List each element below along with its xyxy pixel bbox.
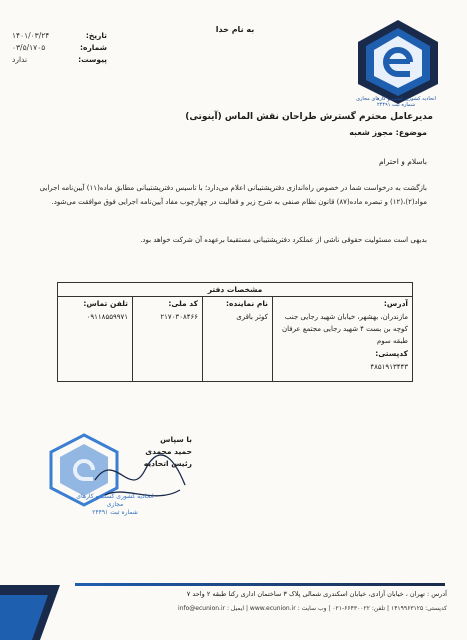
letter-meta	[12, 30, 107, 66]
stamp-text-line1: اتحادیه کشوری کسب و کارهای مجازی	[76, 493, 154, 508]
number-row	[12, 42, 107, 54]
postal-label: کدپستی:	[375, 349, 408, 358]
logo-caption-line1: اتحادیه کشوری کسب و کارهای مجازی	[356, 96, 436, 102]
union-logo	[352, 18, 444, 106]
table-title: مشخصات دفتر	[58, 283, 412, 297]
signature-thanks: با سپاس	[160, 435, 192, 444]
basmala: به نام خدا	[215, 25, 255, 34]
address-cell	[272, 297, 412, 382]
agent-value: کوثر باقری	[236, 313, 268, 321]
greeting: باسلام و احترام	[378, 157, 427, 166]
address-label: آدرس:	[383, 299, 408, 308]
footer-rule	[75, 583, 445, 586]
national-code-value: ۲۱۷۰۳۰۸۴۶۶	[160, 313, 198, 321]
agent-cell	[202, 297, 272, 382]
addressee: مدیرعامل محترم گسترش طراحان نقش الماس (آینوتی)	[185, 112, 433, 122]
responsibility-note: بدیهی است مسئولیت حقوقی ناشی از عملکرد دفترپشتیبانی مستقیما برعهده آن شرکت خواهد بود.	[140, 236, 427, 244]
phone-value: ۰۹۱۱۸۵۵۹۹۷۱	[86, 313, 128, 321]
phone-cell	[58, 297, 132, 382]
footer-contact: کدپستی: ۱۴۱۹۹۶۳۱۲۵ | تلفن: ۶۶۴۳۰۰۲۲-۰۲۱ | وب سایت : www.ecunion.ir | ایمیل : info@ecunion.ir	[178, 605, 447, 612]
stamp-text-line2: شماره ثبت ۲۴۴۹۱	[92, 509, 138, 516]
table-body	[58, 297, 412, 382]
logo-caption	[336, 96, 456, 108]
signature-block	[112, 434, 192, 470]
attachment-value: ندارد	[12, 55, 28, 64]
number-label: شماره:	[80, 43, 107, 52]
agent-label: نام نماینده:	[225, 299, 268, 308]
national-code-cell	[132, 297, 202, 382]
postal-value: ۴۸۵۱۹۱۳۴۴۳	[370, 363, 408, 371]
office-details-table	[57, 282, 413, 382]
logo-caption-line2: شماره ثبت ۲۴۴۹۱	[376, 102, 416, 108]
stamp-text	[70, 493, 160, 517]
subject: موضوع: مجوز شعبه	[349, 128, 427, 137]
number-value: ۰۳/۵/۱۷۰۵	[12, 43, 46, 52]
date-row	[12, 30, 107, 42]
footer-address: آدرس : تهران ، خیابان آزادی، خیابان اسکندری شمالی پلاک ۳ ساختمان اداری رکنا طبقه ۲ واحد ۷	[186, 590, 447, 598]
date-value: ۱۴۰۱/۰۳/۲۴	[12, 31, 50, 40]
phone-label: تلفن تماس:	[83, 299, 128, 308]
national-code-label: کد ملی:	[168, 299, 198, 308]
date-label: تاریخ:	[85, 31, 107, 40]
signatory-name: حمید محمدی	[145, 447, 192, 456]
attachment-label: پیوست:	[78, 55, 107, 64]
address-value: مازندران، بهشهر، خیابان شهید رجایی جنب کوچه بن بست ۴ شهید رجایی مجتمع عرفان طبقه سوم	[281, 313, 408, 345]
attachment-row	[12, 54, 107, 66]
letter-body: بازگشت به درخواست شما در خصوص راه‌اندازی دفترپشتیبانی اعلام می‌دارد؛ با تاسیس دفترپشتیبانی مطابق ماده(۱۱) آیین‌نامه اجرایی مواد(۲)،(۱۲) و تبصره ماده(۸۷) قانون نظام صنفی به شرح زیر و فعالیت در چهارچوب مفاد آیین‌نامه اجرایی فوق موافقت می‌شود.	[39, 184, 427, 206]
signatory-title: رئیس اتحادیه	[143, 459, 192, 468]
